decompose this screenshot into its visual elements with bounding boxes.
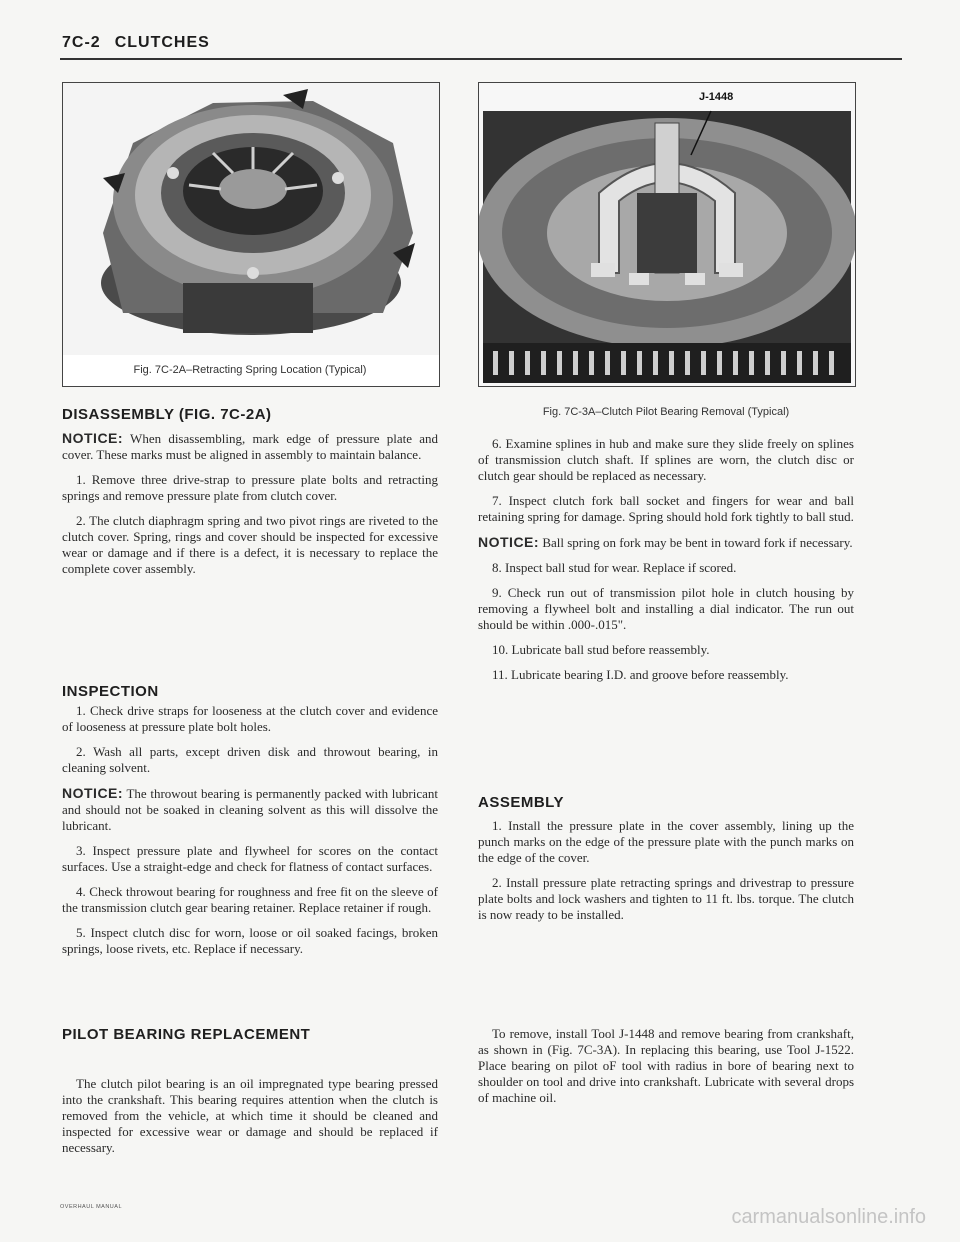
- inspection-step-4: 4. Check throwout bearing for roughness and free fit on the sleeve of the transmission clutch gear bearing retainer. Replace retainer if rough.: [62, 884, 438, 915]
- disassembly-step-1: 1. Remove three drive-strap to pressure plate bolts and retracting springs and remove pressure plate from clutch cover.: [62, 472, 438, 503]
- heading-inspection: INSPECTION: [62, 683, 159, 700]
- page-header: [62, 34, 210, 52]
- pilot-bearing-removal-photo: [479, 83, 855, 386]
- pilot-bearing-text: The clutch pilot bearing is an oil impregnated type bearing pressed into the crankshaft. This bearing requires attention when the clutch is removed from the vehicle, at which time it should be cleaned and inspected for excessive wear or damage and should be replaced if necessary.: [62, 1076, 438, 1155]
- notice-label: NOTICE:: [62, 785, 124, 801]
- assembly-step-1: 1. Install the pressure plate in the cover assembly, lining up the punch marks on the edge of the pressure plate with the punch marks on the edge of the cover.: [478, 818, 854, 865]
- page-number: 7C-2: [62, 34, 101, 51]
- step-11: 11. Lubricate bearing I.D. and groove before reassembly.: [492, 667, 789, 682]
- notice-label: NOTICE:: [62, 430, 124, 446]
- heading-pilot-bearing: PILOT BEARING REPLACEMENT: [62, 1026, 311, 1043]
- figure-7c-2a-caption: Fig. 7C-2A–Retracting Spring Location (Typical): [133, 364, 367, 376]
- fork-notice: [478, 534, 854, 551]
- disassembly-step-2: 2. The clutch diaphragm spring and two pivot rings are riveted to the clutch cover. Spring, rings and cover should be inspected for excessive wear or damage and if there is a defect, it is necessary to replace the complete cover assembly.: [62, 513, 438, 576]
- notice-label: NOTICE:: [478, 534, 540, 550]
- step-8: 8. Inspect ball stud for wear. Replace if scored.: [492, 560, 737, 575]
- step-10: 10. Lubricate ball stud before reassembly.: [492, 642, 710, 657]
- tool-label-j1448: J-1448: [699, 91, 734, 103]
- inspection-notice: [62, 785, 438, 834]
- footer-label: OVERHAUL MANUAL: [60, 1204, 123, 1210]
- inspection-body: [62, 703, 438, 966]
- right-body-top: [478, 436, 854, 692]
- notice-text: Ball spring on fork may be bent in toward fork if necessary.: [539, 535, 853, 550]
- inspection-step-3: 3. Inspect pressure plate and flywheel for scores on the contact surfaces. Use a straight-edge and check for flatness of contact surfaces.: [62, 843, 438, 874]
- heading-disassembly: DISASSEMBLY (FIG. 7C-2A): [62, 406, 272, 423]
- assembly-step-2: 2. Install pressure plate retracting springs and drivestrap to pressure plate bolts and lock washers and tighten to 11 ft. lbs. torque. The clutch is now ready to be installed.: [478, 875, 854, 922]
- watermark: carmanualsonline.info: [731, 1206, 926, 1228]
- inspection-step-5: 5. Inspect clutch disc for worn, loose or oil soaked facings, broken springs, loose rivets, etc. Replace if necessary.: [62, 925, 438, 956]
- inspection-step-1: 1. Check drive straps for looseness at the clutch cover and evidence of looseness at pressure plate bolt holes.: [62, 703, 438, 734]
- removal-text: To remove, install Tool J-1448 and remove bearing from crankshaft, as shown in (Fig. 7C-3A). In replacing this bearing, use Tool J-1522. Place bearing on pilot oF tool with radius in bore of bearing next to shoulder on tool and drive into crankshaft. Lubricate with several drops of machine oil.: [478, 1026, 854, 1105]
- pilot-bearing-body: [62, 1076, 438, 1165]
- header-rule: [60, 58, 902, 60]
- disassembly-body: [62, 430, 438, 586]
- assembly-body: [478, 818, 854, 932]
- disassembly-notice: [62, 430, 438, 463]
- step-6: 6. Examine splines in hub and make sure they slide freely on splines of transmission clutch shaft. If splines are worn, the clutch disc or clutch gear should be replaced as necessary.: [478, 436, 854, 483]
- section-title: CLUTCHES: [114, 34, 210, 51]
- notice-text: When disassembling, mark edge of pressure plate and cover. These marks must be aligned in assembly to maintain balance.: [62, 431, 438, 462]
- heading-assembly: ASSEMBLY: [478, 794, 564, 811]
- pressure-plate-photo: [63, 83, 439, 355]
- notice-text: The throwout bearing is permanently packed with lubricant and should not be soaked in cleaning solvent as this will dissolve the lubricant.: [62, 786, 438, 833]
- inspection-step-2: 2. Wash all parts, except driven disk and throwout bearing, in cleaning solvent.: [62, 744, 438, 775]
- figure-7c-2a: [62, 82, 440, 387]
- removal-body: [478, 1026, 854, 1115]
- figure-7c-3a-caption: Fig. 7C-3A–Clutch Pilot Bearing Removal (Typical): [542, 406, 790, 418]
- step-7: 7. Inspect clutch fork ball socket and fingers for wear and ball retaining spring for damage. Spring should hold fork tightly to ball stud.: [478, 493, 854, 524]
- step-9: 9. Check run out of transmission pilot hole in clutch housing by removing a flywheel bolt and installing a dial indicator. The run out should be within .000-.015".: [478, 585, 854, 632]
- figure-7c-3a: [478, 82, 856, 387]
